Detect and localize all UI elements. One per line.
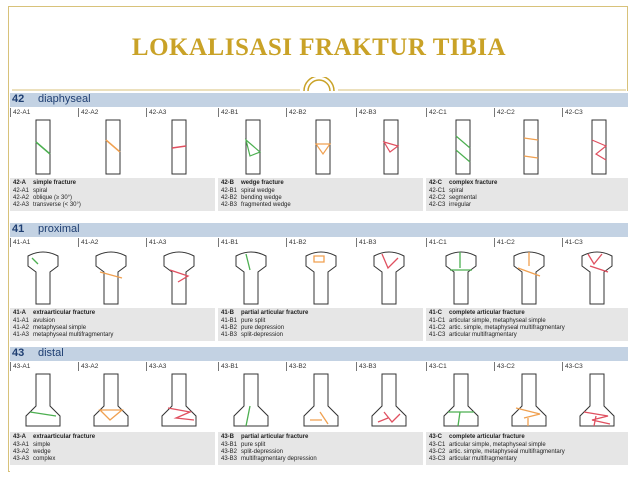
code-label: 42-A3 bbox=[146, 108, 166, 117]
caption-code: 42-B3 bbox=[221, 202, 238, 208]
caption-text: articular simple, metaphyseal simple bbox=[449, 442, 546, 448]
caption-text: transverse (< 30°) bbox=[33, 202, 81, 208]
bone-41-B1 bbox=[236, 252, 266, 304]
caption-heading: complete articular fracture bbox=[449, 434, 525, 440]
caption-code: 43-B bbox=[221, 434, 235, 440]
bone-41-C2 bbox=[514, 252, 544, 304]
code-row-41 bbox=[10, 238, 628, 248]
code-label: 41-A2 bbox=[78, 238, 98, 247]
caption-text: pure depression bbox=[241, 325, 285, 331]
bone-43-C1 bbox=[444, 374, 478, 426]
caption-heading: simple fracture bbox=[33, 180, 77, 186]
caption-code: 42-B bbox=[221, 180, 235, 186]
caption-code: 43-A3 bbox=[13, 456, 30, 462]
caption-41-C bbox=[426, 308, 628, 341]
code-label: 42-A1 bbox=[10, 108, 30, 117]
code-label: 42-C3 bbox=[562, 108, 583, 117]
code-label: 43-A3 bbox=[146, 362, 166, 371]
caption-text: metaphyseal simple bbox=[33, 325, 87, 331]
caption-code: 43-C2 bbox=[429, 449, 446, 455]
caption-code: 43-A2 bbox=[13, 449, 30, 455]
code-label: 41-B2 bbox=[286, 238, 306, 247]
caption-text: avulsion bbox=[33, 318, 56, 324]
proximal-illustrations bbox=[10, 248, 628, 306]
caption-text: articular multifragmentary bbox=[449, 456, 517, 462]
caption-text: metaphyseal multifragmentary bbox=[33, 332, 114, 338]
section-band-diaphyseal bbox=[10, 93, 628, 107]
bone-41-C3 bbox=[582, 252, 612, 304]
caption-code: 43-C3 bbox=[429, 456, 446, 462]
code-label: 42-C2 bbox=[494, 108, 515, 117]
code-label: 41-C2 bbox=[494, 238, 515, 247]
caption-text: split-depression bbox=[241, 332, 284, 338]
code-label: 42-B2 bbox=[286, 108, 306, 117]
slide-title: LOKALISASI FRAKTUR TIBIA bbox=[131, 34, 507, 61]
bone-42-A3 bbox=[172, 120, 186, 174]
bone-42-B3 bbox=[384, 120, 398, 174]
caption-code: 41-B2 bbox=[221, 325, 238, 331]
caption-text: complex bbox=[33, 456, 56, 462]
caption-42-A bbox=[10, 178, 215, 211]
caption-code: 41-C2 bbox=[429, 325, 446, 331]
caption-code: 42-C2 bbox=[429, 195, 446, 201]
bone-42-A1 bbox=[36, 120, 50, 174]
section-name: proximal bbox=[38, 223, 80, 235]
bone-41-B3 bbox=[374, 252, 404, 304]
caption-text: fragmented wedge bbox=[241, 202, 291, 208]
bone-42-C3 bbox=[592, 120, 606, 174]
bone-43-B1 bbox=[234, 374, 268, 426]
caption-text: articular simple, metaphyseal simple bbox=[449, 318, 546, 324]
section-number: 42 bbox=[12, 93, 25, 105]
caption-heading: partial articular fracture bbox=[241, 310, 309, 316]
caption-code: 42-A2 bbox=[13, 195, 30, 201]
caption-code: 42-A1 bbox=[13, 188, 30, 194]
caption-code: 42-C bbox=[429, 180, 443, 186]
bone-42-A2 bbox=[106, 120, 120, 174]
code-label: 43-B2 bbox=[286, 362, 306, 371]
bone-42-B2 bbox=[316, 120, 330, 174]
bone-41-A1 bbox=[28, 252, 58, 304]
caption-code: 43-B1 bbox=[221, 442, 238, 448]
caption-code: 41-A bbox=[13, 310, 27, 316]
caption-code: 42-B2 bbox=[221, 195, 238, 201]
caption-code: 41-B3 bbox=[221, 332, 238, 338]
code-label: 43-B1 bbox=[218, 362, 238, 371]
caption-code: 43-A bbox=[13, 434, 27, 440]
bone-42-B1 bbox=[246, 120, 260, 174]
code-label: 41-B1 bbox=[218, 238, 238, 247]
caption-41-A bbox=[10, 308, 215, 341]
code-label: 43-A2 bbox=[78, 362, 98, 371]
distal-illustrations bbox=[10, 372, 628, 430]
section-band-proximal bbox=[10, 223, 628, 237]
caption-code: 41-C1 bbox=[429, 318, 446, 324]
caption-code: 41-B bbox=[221, 310, 235, 316]
caption-text: spiral bbox=[33, 188, 48, 194]
caption-code: 41-B1 bbox=[221, 318, 238, 324]
caption-43-B bbox=[218, 432, 423, 465]
bone-41-B2 bbox=[306, 252, 336, 304]
caption-text: pure split bbox=[241, 442, 266, 448]
caption-code: 43-C bbox=[429, 434, 443, 440]
caption-42-B bbox=[218, 178, 423, 211]
caption-heading: wedge fracture bbox=[241, 180, 284, 186]
caption-code: 42-A bbox=[13, 180, 27, 186]
bone-43-B3 bbox=[372, 374, 406, 426]
section-name: diaphyseal bbox=[38, 93, 91, 105]
caption-text: simple bbox=[33, 442, 51, 448]
caption-heading: partial articular fracture bbox=[241, 434, 309, 440]
code-label: 43-C2 bbox=[494, 362, 515, 371]
code-label: 43-B3 bbox=[356, 362, 376, 371]
caption-code: 41-C3 bbox=[429, 332, 446, 338]
code-label: 43-C1 bbox=[426, 362, 447, 371]
caption-text: articular multifragmentary bbox=[449, 332, 517, 338]
code-label: 41-B3 bbox=[356, 238, 376, 247]
bone-43-C2 bbox=[512, 374, 546, 426]
code-label: 42-C1 bbox=[426, 108, 447, 117]
bone-43-A2 bbox=[94, 374, 128, 426]
caption-code: 42-A3 bbox=[13, 202, 30, 208]
caption-code: 42-C1 bbox=[429, 188, 446, 194]
caption-heading: extraarticular fracture bbox=[33, 310, 96, 316]
code-label: 42-B1 bbox=[218, 108, 238, 117]
caption-text: irregular bbox=[449, 202, 472, 208]
caption-text: pure split bbox=[241, 318, 266, 324]
code-label: 43-A1 bbox=[10, 362, 30, 371]
code-label: 41-C1 bbox=[426, 238, 447, 247]
caption-code: 41-A2 bbox=[13, 325, 30, 331]
caption-41-B bbox=[218, 308, 423, 341]
section-band-distal bbox=[10, 347, 628, 361]
caption-code: 41-A1 bbox=[13, 318, 30, 324]
bone-42-C1 bbox=[456, 120, 470, 174]
caption-code: 43-A1 bbox=[13, 442, 30, 448]
caption-heading: complete articular fracture bbox=[449, 310, 525, 316]
caption-text: wedge bbox=[33, 449, 51, 455]
section-name: distal bbox=[38, 347, 64, 359]
caption-code: 43-B2 bbox=[221, 449, 238, 455]
diaphyseal-illustrations bbox=[10, 118, 628, 176]
code-label: 41-C3 bbox=[562, 238, 583, 247]
caption-text: segmental bbox=[449, 195, 477, 201]
section-number: 43 bbox=[12, 347, 25, 359]
caption-code: 42-C3 bbox=[429, 202, 446, 208]
bone-41-A3 bbox=[164, 252, 194, 304]
fracture-classification-chart bbox=[10, 91, 628, 475]
caption-heading: extraarticular fracture bbox=[33, 434, 96, 440]
bone-43-A1 bbox=[26, 374, 60, 426]
caption-text: artic. simple, metaphyseal multifragmentary bbox=[449, 449, 565, 455]
caption-code: 41-C bbox=[429, 310, 443, 316]
code-label: 42-A2 bbox=[78, 108, 98, 117]
caption-code: 43-B3 bbox=[221, 456, 238, 462]
caption-text: multifragmentary depression bbox=[241, 456, 317, 462]
code-label: 43-C3 bbox=[562, 362, 583, 371]
caption-43-A bbox=[10, 432, 215, 465]
caption-heading: complex fracture bbox=[449, 180, 498, 186]
caption-code: 43-C1 bbox=[429, 442, 446, 448]
caption-code: 41-A3 bbox=[13, 332, 30, 338]
code-label: 41-A1 bbox=[10, 238, 30, 247]
caption-text: bending wedge bbox=[241, 195, 282, 201]
code-row-43 bbox=[10, 362, 628, 372]
bone-41-A2 bbox=[96, 252, 126, 304]
caption-text: oblique (≥ 30°) bbox=[33, 195, 73, 201]
bone-41-C1 bbox=[446, 252, 476, 304]
code-label: 42-B3 bbox=[356, 108, 376, 117]
caption-text: spiral wedge bbox=[241, 188, 275, 194]
caption-text: spiral bbox=[449, 188, 464, 194]
code-row-42 bbox=[10, 108, 628, 118]
bone-43-B2 bbox=[304, 374, 338, 426]
caption-text: split-depression bbox=[241, 449, 284, 455]
caption-text: artic. simple, metaphyseal multifragmentary bbox=[449, 325, 565, 331]
caption-43-C bbox=[426, 432, 628, 465]
bone-42-C2 bbox=[524, 120, 538, 174]
caption-code: 42-B1 bbox=[221, 188, 238, 194]
caption-42-C bbox=[426, 178, 628, 211]
code-label: 41-A3 bbox=[146, 238, 166, 247]
bone-43-C3 bbox=[580, 374, 614, 426]
bone-43-A3 bbox=[162, 374, 196, 426]
section-number: 41 bbox=[12, 223, 25, 235]
